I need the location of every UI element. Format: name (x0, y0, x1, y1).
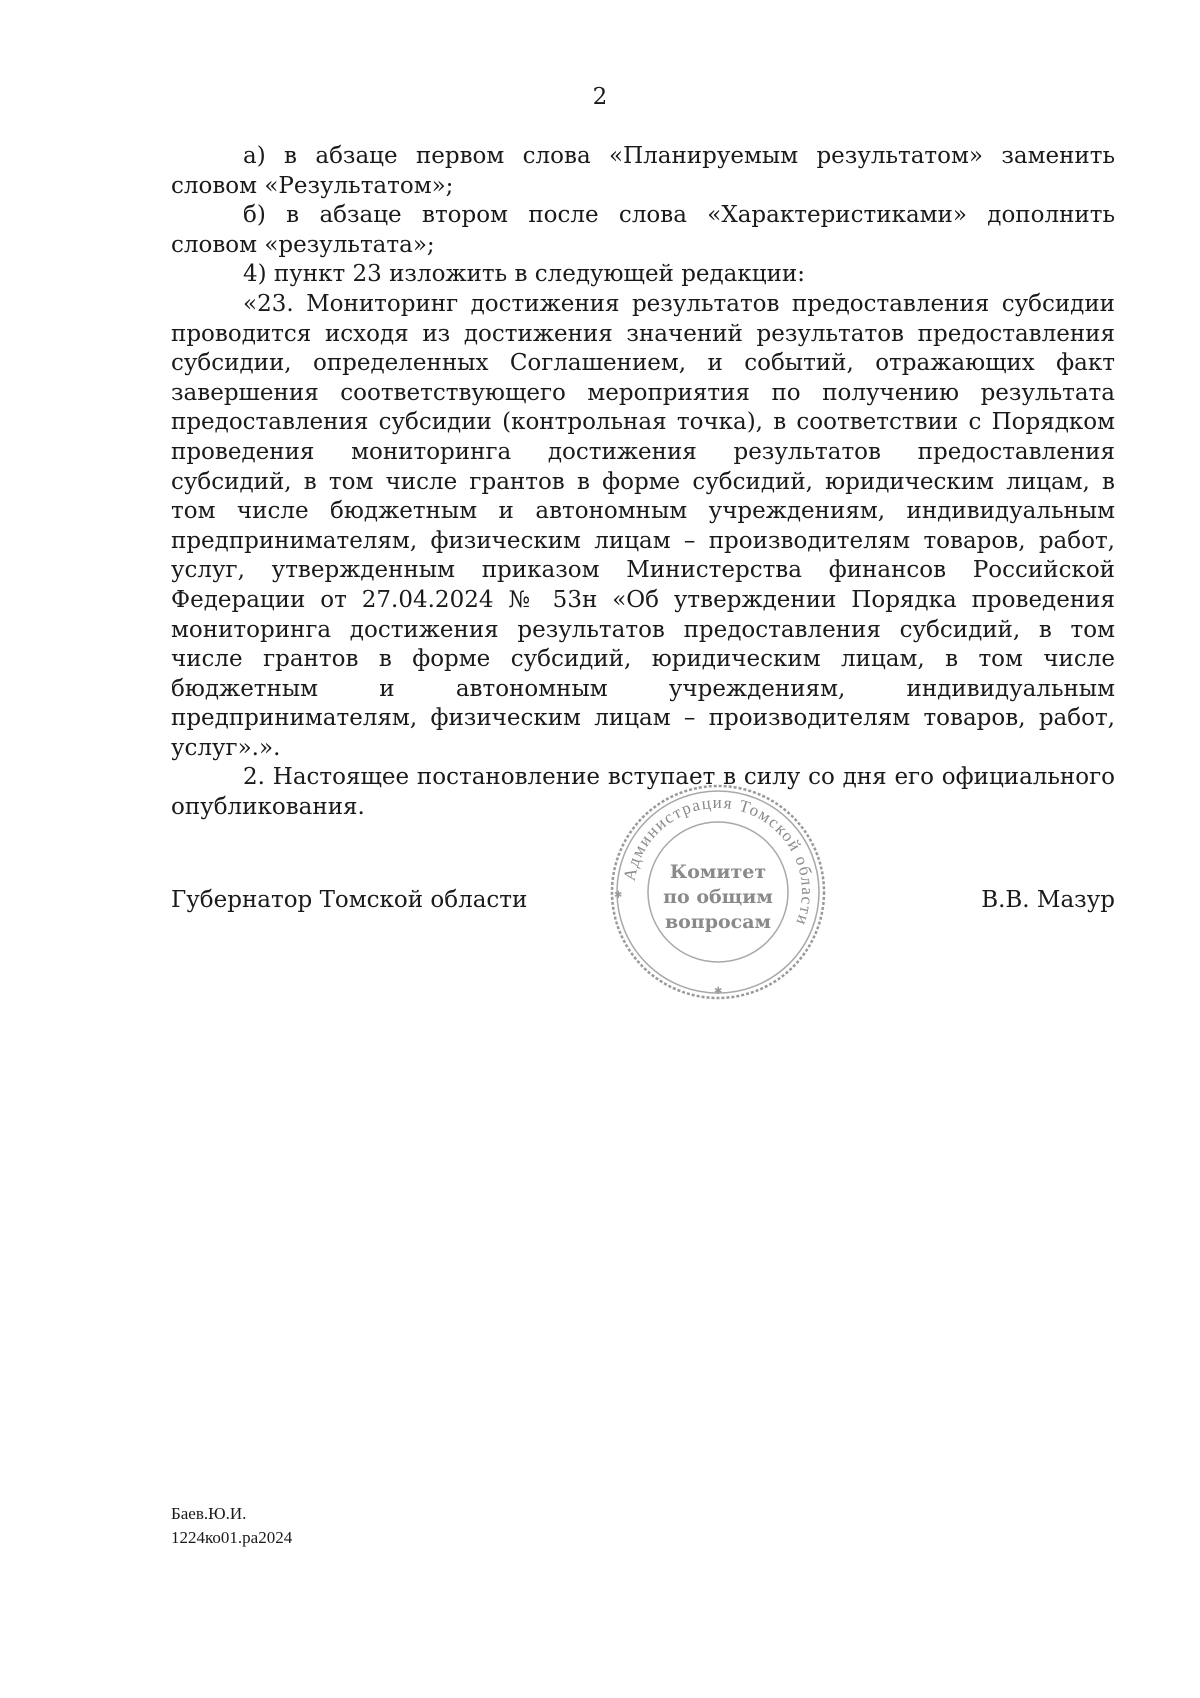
stamp-ring-text: Администрация Томской области (619, 792, 818, 929)
footer (171, 1502, 292, 1550)
signature-title: Губернатор Томской области (171, 887, 528, 913)
stamp-line-1: Комитет (669, 861, 767, 883)
svg-text:✱: ✱ (614, 890, 623, 901)
paragraph-section-2: 2. Настоящее постановление вступает в силу со дня его официального опубликования. (171, 764, 1115, 821)
footer-code: 1224ко01.ра2024 (171, 1528, 293, 1547)
page-number: 2 (592, 84, 608, 110)
paragraph-point-23: «23. Мониторинг достижения результатов предоставления субсидии проводится исходя из достижения значений результатов предоставления субсидии, определенных Соглашением, и событий, отражающих факт завершения соответствующего мероприятия по получению результата предоставления субсидии (контрольная точка), в соответствии с Порядком проведения мониторинга достижения результатов предоставления субсидий, в том числе грантов в форме субсидий, юридическим лицам, в том числе бюджетным и автономным учреждениям, индивидуальным предпринимателям, физическим лицам – производителям товаров, работ, услуг, утвержденным приказом Министерства финансов Российской Федерации от 27.04.2024 № 53н «Об утверждении Порядка проведения мониторинга достижения результатов предоставления субсидий, в том числе грантов в форме субсидий, юридическим лицам, в том числе бюджетным и автономным учреждениям, индивидуальным предпринимателям, физическим лицам – производителям товаров, работ, услуг».». (171, 290, 1115, 761)
paragraph-point-4: 4) пункт 23 изложить в следующей редакции: (243, 261, 805, 288)
stamp-line-3: вопросам (664, 911, 772, 933)
footer-author: Баев.Ю.И. (171, 1504, 247, 1523)
stamp-line-2: по общим (663, 886, 773, 908)
official-stamp (608, 782, 828, 1002)
svg-text:✱: ✱ (714, 986, 723, 997)
paragraph-item-a: а) в абзаце первом слова «Планируемым результатом» заменить словом «Результатом»; (171, 143, 1115, 199)
paragraph-item-b: б) в абзаце втором после слова «Характеристиками» дополнить словом «результата»; (171, 202, 1115, 258)
document-body (171, 142, 1115, 823)
signature-name: В.В. Мазур (981, 887, 1115, 913)
